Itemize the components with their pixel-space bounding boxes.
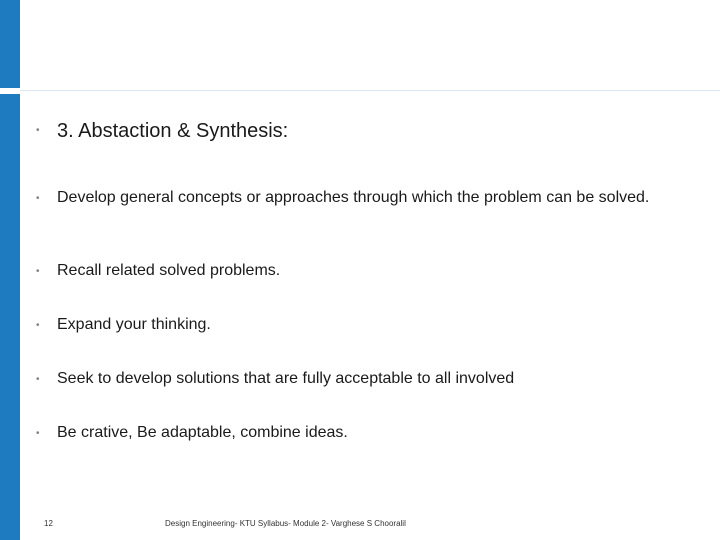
footer-credit: Design Engineering- KTU Syllabus- Module 2- Varghese S Chooralil — [165, 519, 406, 528]
bullet-text-expand-thinking: Expand your thinking. — [57, 316, 211, 333]
title-divider — [20, 90, 720, 91]
bullet-develop-concepts — [36, 189, 677, 207]
bullet-icon: • — [36, 266, 40, 277]
bullet-heading — [36, 119, 677, 143]
bullet-expand-thinking — [36, 316, 677, 334]
bullet-icon: • — [36, 125, 40, 136]
bullet-icon: • — [36, 374, 40, 385]
bullet-text-be-creative: Be crative, Be adaptable, combine ideas. — [57, 424, 348, 441]
accent-bar-top — [0, 0, 20, 88]
accent-bar-left — [0, 94, 20, 540]
bullet-text-develop-concepts: Develop general concepts or approaches through which the problem can be solved. — [57, 189, 650, 206]
bullet-text-heading: 3. Abstaction & Synthesis: — [57, 120, 289, 142]
bullet-recall-problems — [36, 262, 677, 280]
bullet-text-recall-problems: Recall related solved problems. — [57, 262, 281, 279]
bullet-text-seek-solutions: Seek to develop solutions that are fully acceptable to all involved — [57, 370, 515, 387]
bullet-icon: • — [36, 428, 40, 439]
bullet-icon: • — [36, 193, 40, 204]
bullet-be-creative — [36, 424, 677, 442]
page-number: 12 — [44, 519, 53, 528]
bullet-seek-solutions — [36, 370, 677, 388]
bullet-icon: • — [36, 320, 40, 331]
